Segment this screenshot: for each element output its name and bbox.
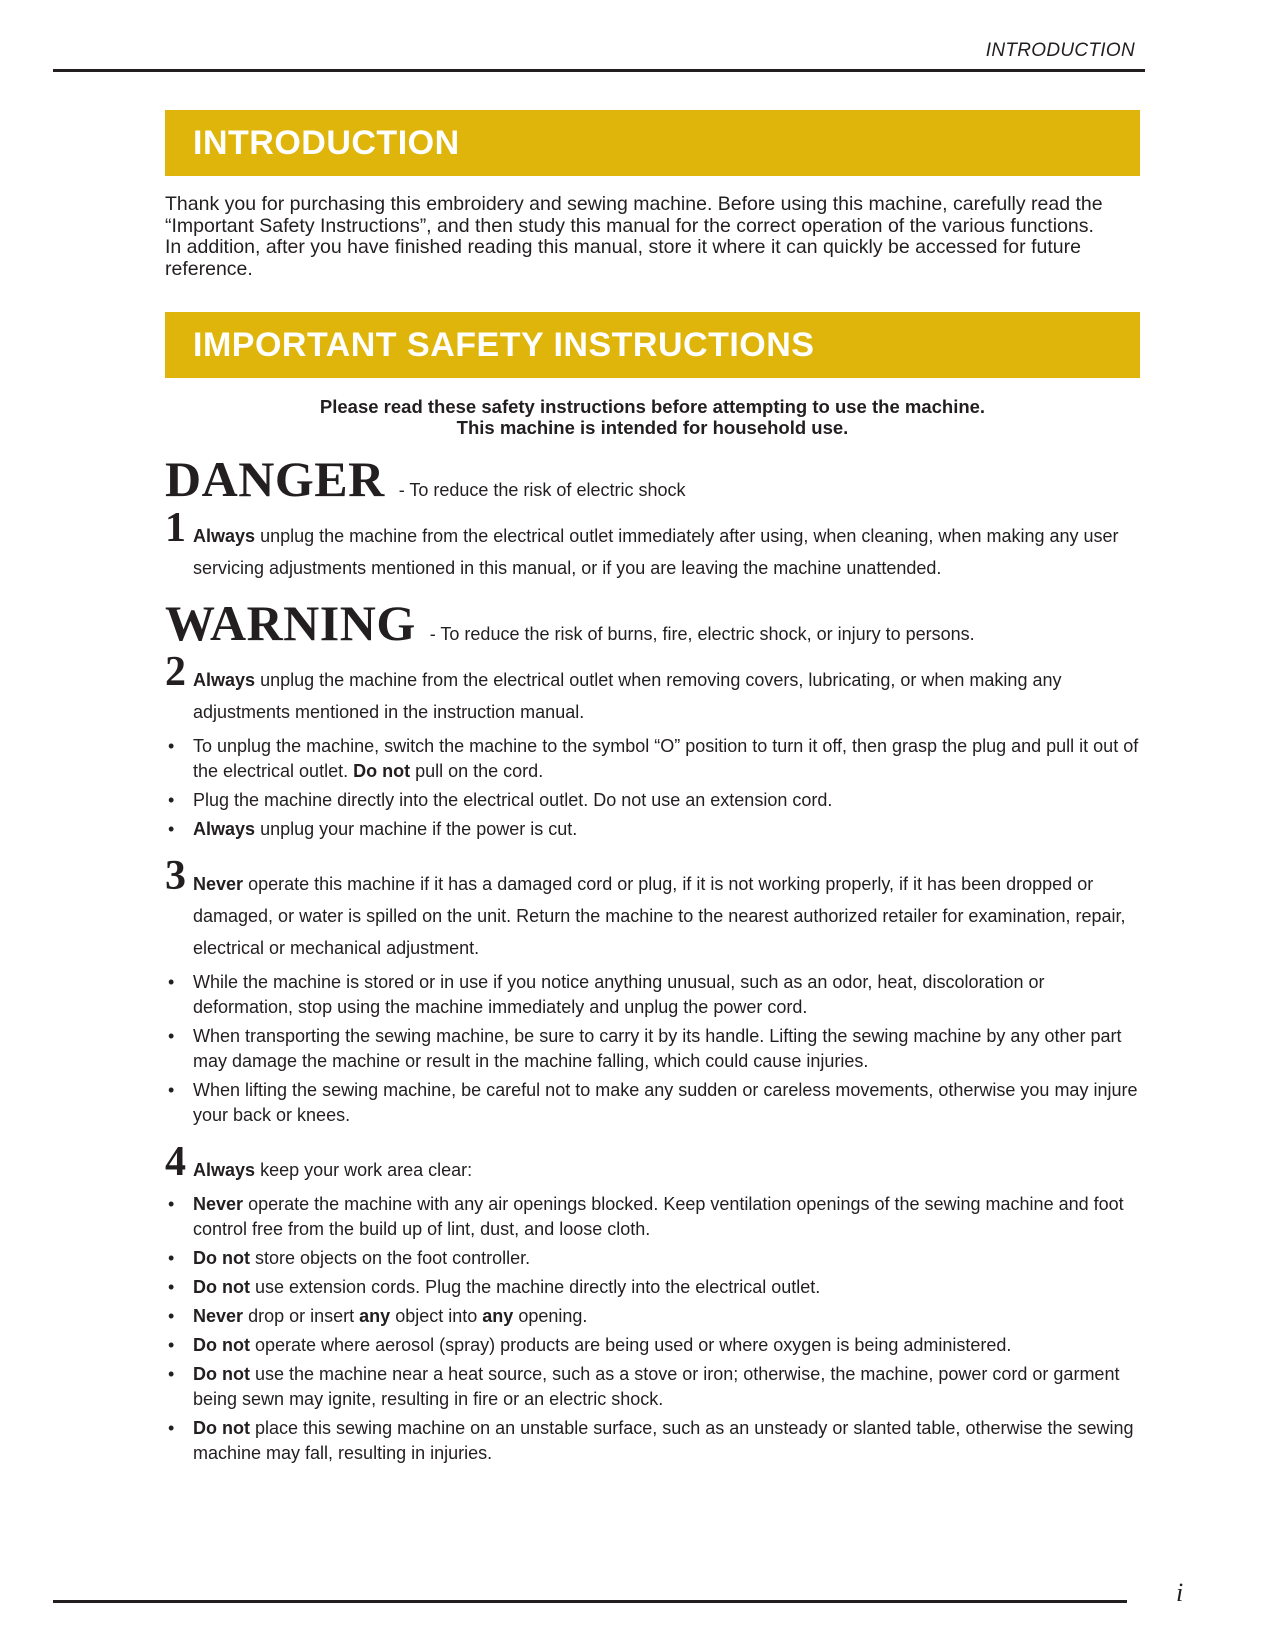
notice-line: This machine is intended for household use. bbox=[456, 417, 849, 438]
introduction-title: INTRODUCTION bbox=[193, 123, 460, 162]
list-item: • Always unplug your machine if the power is cut. bbox=[165, 817, 1140, 842]
danger-heading bbox=[165, 451, 1140, 507]
bottom-rule bbox=[53, 1600, 1127, 1603]
list-item: • Do not operate where aerosol (spray) products are being used or where oxygen is being administered. bbox=[165, 1333, 1140, 1358]
safety-item-4 bbox=[165, 1139, 1140, 1186]
item-3-bullets bbox=[165, 970, 1140, 1128]
list-item: • Do not use extension cords. Plug the machine directly into the electrical outlet. bbox=[165, 1275, 1140, 1300]
list-item: • Never operate the machine with any air openings blocked. Keep ventilation openings of the sewing machine and foot control free from the build up of lint, dust, and loose cloth. bbox=[165, 1192, 1140, 1242]
list-item: • Plug the machine directly into the electrical outlet. Do not use an extension cord. bbox=[165, 788, 1140, 813]
item-number: 3 bbox=[165, 853, 186, 899]
list-item: • When lifting the sewing machine, be careful not to make any sudden or careless movements, otherwise you may injure your back or knees. bbox=[165, 1078, 1140, 1128]
list-item: • Do not store objects on the foot controller. bbox=[165, 1246, 1140, 1271]
list-item: • While the machine is stored or in use if you notice anything unusual, such as an odor, heat, discoloration or deformation, stop using the machine immediately and unplug the power cord. bbox=[165, 970, 1140, 1020]
safety-item-2 bbox=[165, 649, 1140, 728]
item-text: keep your work area clear: bbox=[260, 1160, 473, 1180]
top-rule bbox=[53, 69, 1145, 72]
safety-title: IMPORTANT SAFETY INSTRUCTIONS bbox=[193, 325, 815, 364]
item-number: 2 bbox=[165, 649, 186, 695]
list-item: • To unplug the machine, switch the machine to the symbol “O” position to turn it off, then grasp the plug and pull it out of the electrical outlet. Do not pull on the cord. bbox=[165, 734, 1140, 784]
item-2-bullets bbox=[165, 734, 1140, 842]
item-lead: Always bbox=[193, 526, 256, 546]
item-text: operate this machine if it has a damaged cord or plug, if it is not working properly, if it has been dropped or damaged, or water is spilled on the unit. Return the machine to the nearest authorized retailer for examination, repair, electrical or mechanical adjustment. bbox=[193, 874, 1126, 958]
page-content bbox=[165, 110, 1140, 1470]
item-number: 1 bbox=[165, 505, 186, 551]
item-lead: Never bbox=[193, 874, 244, 894]
safety-notice bbox=[165, 396, 1140, 438]
safety-item-1 bbox=[165, 505, 1140, 584]
item-lead: Always bbox=[193, 670, 256, 690]
page-number: i bbox=[1176, 1578, 1184, 1607]
item-4-bullets bbox=[165, 1192, 1140, 1466]
intro-paragraph: Thank you for purchasing this embroidery and sewing machine. Before using this machine, carefully read the “Important Safety Instructions”, and then study this manual for the correct operation of the various functions. bbox=[165, 193, 1103, 237]
list-item: • Do not place this sewing machine on an unstable surface, such as an unsteady or slanted table, otherwise the sewing machine may fall, resulting in injuries. bbox=[165, 1416, 1140, 1466]
introduction-text bbox=[165, 194, 1140, 280]
item-text: unplug the machine from the electrical outlet when removing covers, lubricating, or when making any adjustments mentioned in the instruction manual. bbox=[193, 670, 1062, 722]
warning-description: - To reduce the risk of burns, fire, electric shock, or injury to persons. bbox=[429, 624, 975, 644]
item-lead: Always bbox=[193, 1160, 256, 1180]
list-item: • Never drop or insert any object into any opening. bbox=[165, 1304, 1140, 1329]
intro-paragraph: In addition, after you have finished reading this manual, store it where it can quickly be accessed for future reference. bbox=[165, 236, 1081, 280]
warning-heading bbox=[165, 595, 1140, 651]
warning-word: WARNING bbox=[165, 595, 416, 651]
item-number: 4 bbox=[165, 1139, 186, 1185]
list-item: • Do not use the machine near a heat source, such as a stove or iron; otherwise, the machine, power cord or garment being sewn may ignite, resulting in fire or an electric shock. bbox=[165, 1362, 1140, 1412]
introduction-banner bbox=[165, 110, 1140, 176]
danger-word: DANGER bbox=[165, 451, 385, 507]
running-header: INTRODUCTION bbox=[985, 40, 1135, 61]
safety-item-3 bbox=[165, 853, 1140, 964]
safety-banner bbox=[165, 312, 1140, 378]
danger-description: - To reduce the risk of electric shock bbox=[398, 480, 686, 500]
notice-line: Please read these safety instructions before attempting to use the machine. bbox=[319, 396, 986, 417]
list-item: • When transporting the sewing machine, be sure to carry it by its handle. Lifting the sewing machine by any other part may damage the machine or result in the machine falling, which could cause injuries. bbox=[165, 1024, 1140, 1074]
item-text: unplug the machine from the electrical outlet immediately after using, when cleaning, when making any user servicing adjustments mentioned in this manual, or if you are leaving the machine unattended. bbox=[193, 526, 1119, 578]
